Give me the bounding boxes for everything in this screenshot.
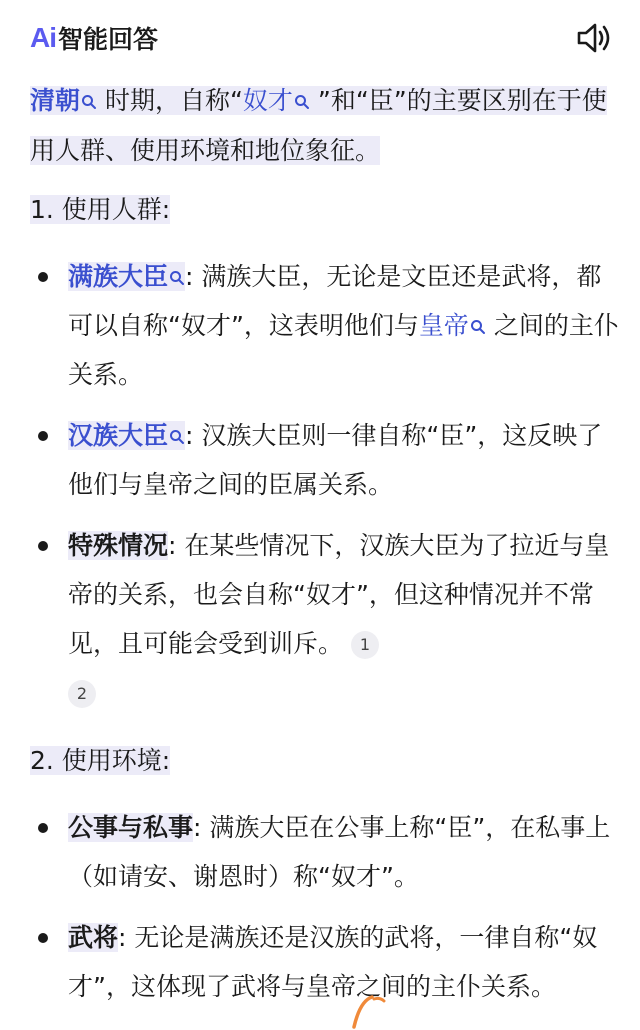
header [0,0,640,76]
logo-mark: Ai [30,22,56,53]
intro-paragraph [30,76,620,176]
intro-link-qing[interactable]: 清朝 [30,86,81,115]
speaker-icon[interactable] [574,18,614,58]
list-item: 公事与私事: 满族大臣在公事上称“臣”，在私事上（如请安、谢恩时）称“奴才”。 [30,803,620,901]
section-heading: 2. 使用环境: [30,746,171,775]
term-label: 公事与私事 [68,813,194,842]
section-heading: 1. 使用人群: [30,195,171,224]
section-list [30,803,620,1011]
bullet [38,541,48,551]
term-label: 特殊情况 [68,531,169,560]
list-item: 汉族大臣 : 汉族大臣则一律自称“臣”，这反映了他们与皇帝之间的臣属关系。 [30,411,620,509]
bullet [38,823,48,833]
list-item: 满族大臣 : 满族大臣，无论是文臣还是武将，都可以自称“奴才”，这表明他们与皇帝 之间的主仆关系。 [30,252,620,399]
citation-badge[interactable]: 2 [68,680,96,708]
section-list [30,252,620,717]
bullet [38,272,48,282]
logo-text: 智能回答 [58,25,159,54]
search-icon[interactable] [81,94,97,110]
citation-badge[interactable]: 1 [351,631,379,659]
search-icon[interactable] [470,319,486,335]
ai-logo [30,20,158,56]
search-icon[interactable] [169,270,185,286]
list-item: 特殊情况: 在某些情况下，汉族大臣为了拉近与皇帝的关系，也会自称“奴才”，但这种情况并不常见，且可能会受到训斥。 1 2 [30,521,620,717]
term-link[interactable]: 满族大臣 [68,262,169,291]
term-label: 武将 [68,923,119,952]
bullet [38,431,48,441]
intro-text-2: ”和“臣”的主要区别在于使用人群、使用环境和地位象征。 [30,86,607,165]
inline-link-emperor[interactable]: 皇帝 [418,311,469,340]
list-item: 武将: 无论是满族还是汉族的武将，一律自称“奴才”，这体现了武将与皇帝之间的主仆关系。 [30,913,620,1011]
search-icon[interactable] [294,94,310,110]
intro-link-nucai[interactable]: 奴才 [242,86,293,115]
scribble-mark [350,995,390,1030]
term-link[interactable]: 汉族大臣 [68,421,169,450]
bullet [38,933,48,943]
answer-content [30,76,620,1011]
intro-text-1: 时期，自称“ [104,86,243,115]
search-icon[interactable] [169,429,185,445]
